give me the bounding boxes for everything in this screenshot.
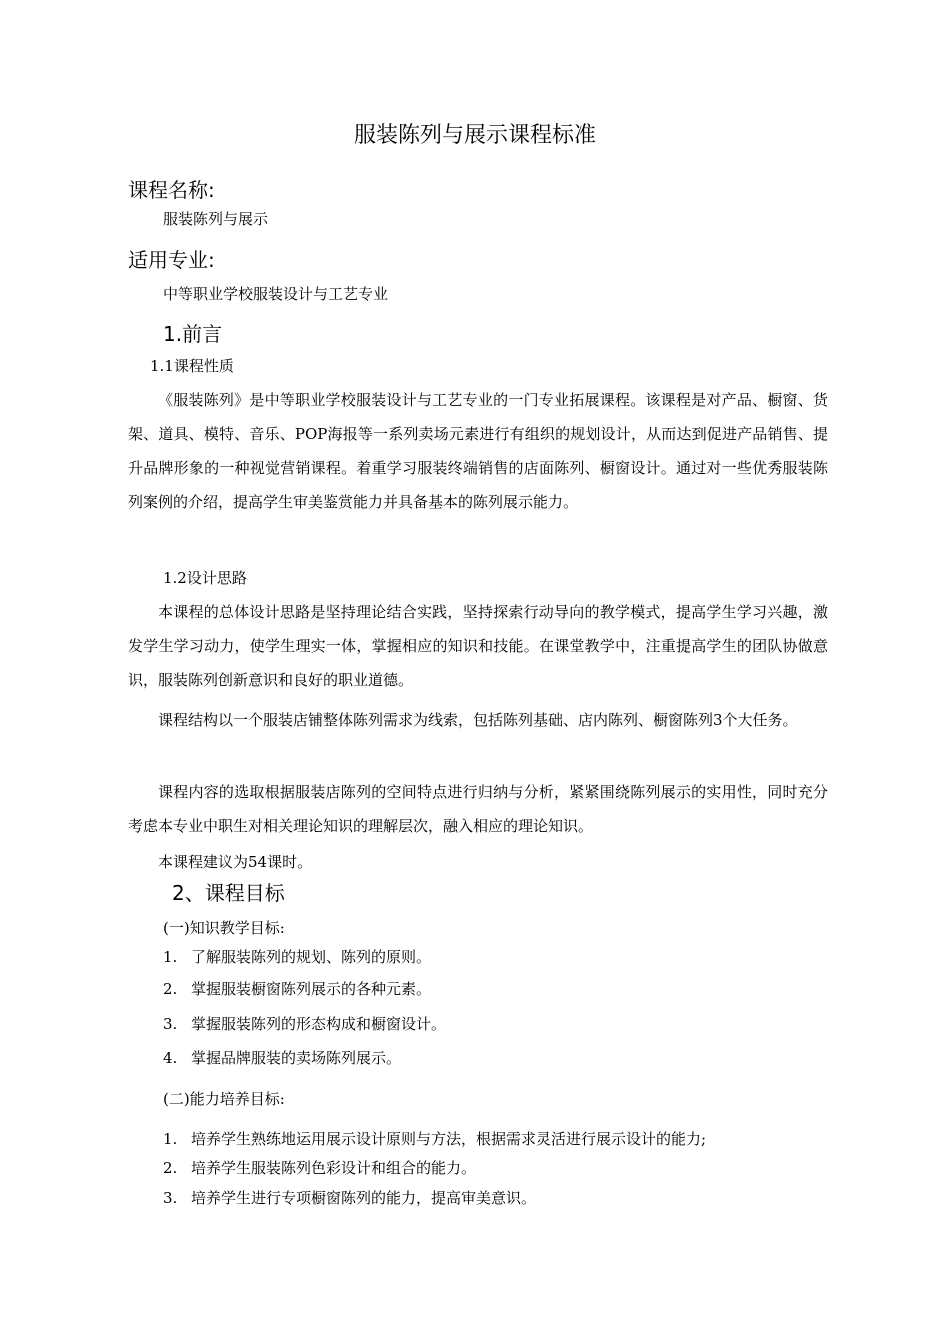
list-item: 1. 培养学生熟练地运用展示设计原则与方法，根据需求灵活进行展示设计的能力; bbox=[163, 1130, 707, 1148]
major-heading: 适用专业: bbox=[128, 248, 215, 272]
course-name-heading: 课程名称: bbox=[128, 178, 215, 202]
list-item: 2. 培养学生服装陈列色彩设计和组合的能力。 bbox=[163, 1159, 477, 1177]
major-text: 中等职业学校服装设计与工艺专业 bbox=[163, 285, 389, 303]
section-1-2-paragraph-2: 课程结构以一个服装店铺整体陈列需求为线索，包括陈列基础、店内陈列、橱窗陈列3个大任务。 bbox=[158, 711, 798, 729]
section-1-2-heading: 1.2设计思路 bbox=[163, 569, 247, 587]
list-item: 3. 掌握服装陈列的形态构成和橱窗设计。 bbox=[163, 1015, 447, 1033]
section-1-heading: 1.前言 bbox=[163, 322, 223, 346]
section-2-heading: 2、课程目标 bbox=[172, 881, 285, 905]
list-item: 3. 培养学生进行专项橱窗陈列的能力，提高审美意识。 bbox=[163, 1189, 537, 1207]
course-name: 服装陈列与展示 bbox=[163, 210, 269, 228]
list-item: 1. 了解服装陈列的规划、陈列的原则。 bbox=[163, 948, 432, 966]
section-1-2-paragraph-4: 本课程建议为54课时。 bbox=[158, 853, 313, 871]
section-1-2-paragraph-3: 课程内容的选取根据服装店陈列的空间特点进行归纳与分析，紧紧围绕陈列展示的实用性，同时充分考虑本专业中职生对相关理论知识的理解层次，融入相应的理论知识。 bbox=[128, 783, 828, 835]
list-item: 2. 掌握服装橱窗陈列展示的各种元素。 bbox=[163, 980, 432, 998]
section-1-1-paragraph: 《服装陈列》是中等职业学校服装设计与工艺专业的一门专业拓展课程。该课程是对产品、橱窗、货架、道具、模特、音乐、POP海报等一系列卖场元素进行有组织的规划设计，从而达到促进产品销售、提升品牌形象的一种视觉营销课程。着重学习服装终端销售的店面陈列、橱窗设计。通过对一些优秀服装陈列案例的介绍，提高学生审美鉴赏能力并具备基本的陈列展示能力。 bbox=[128, 391, 828, 511]
section-1-1-heading: 1.1课程性质 bbox=[150, 357, 234, 375]
document-title: 服装陈列与展示课程标准 bbox=[353, 123, 596, 148]
knowledge-goals-heading: (一)知识教学目标: bbox=[163, 919, 285, 937]
list-item: 4. 掌握品牌服装的卖场陈列展示。 bbox=[163, 1049, 402, 1067]
ability-goals-heading: (二)能力培养目标: bbox=[163, 1090, 285, 1108]
section-1-2-paragraph-1: 本课程的总体设计思路是坚持理论结合实践，坚持探索行动导向的教学模式，提高学生学习兴趣，激发学生学习动力，使学生理实一体，掌握相应的知识和技能。在课堂教学中，注重提高学生的团队协做意识，服装陈列创新意识和良好的职业道德。 bbox=[128, 603, 828, 689]
